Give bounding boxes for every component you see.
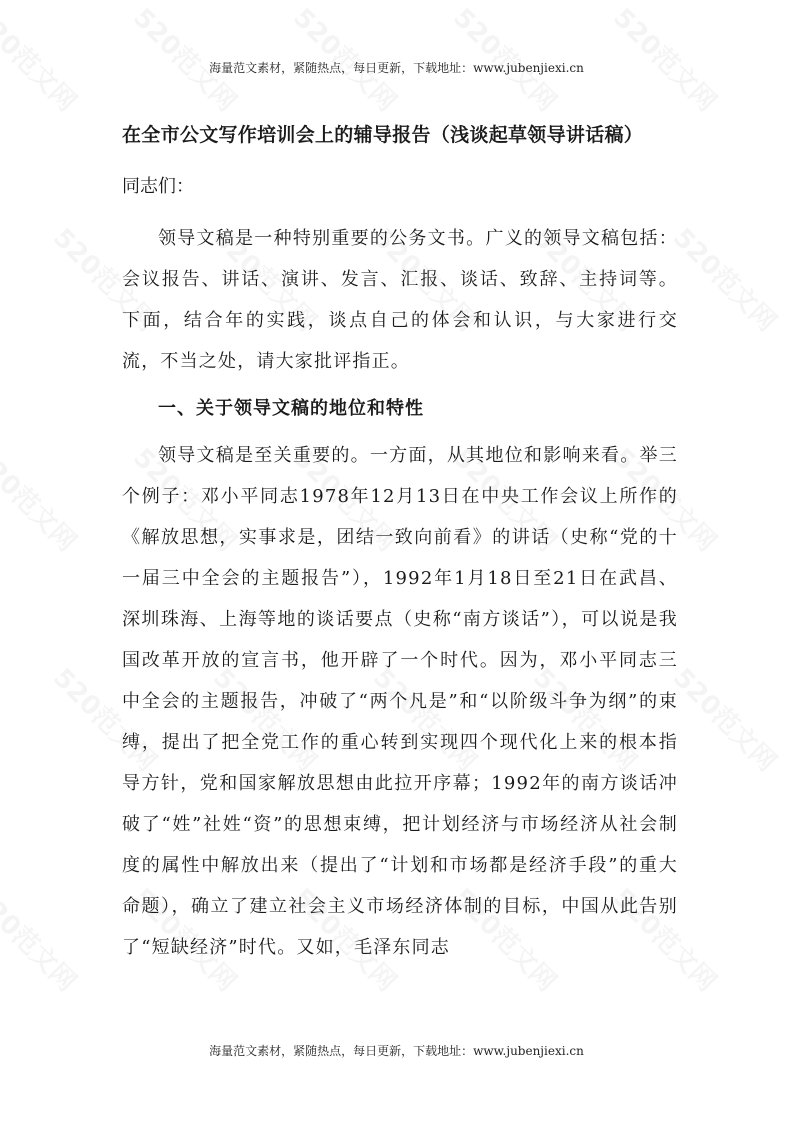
section-heading: 一、关于领导文稿的地位和特性 xyxy=(158,398,424,419)
document-title: 在全市公文写作培训会上的辅导报告（浅谈起草领导讲话稿） xyxy=(122,124,644,146)
watermark xyxy=(0,879,86,999)
watermark xyxy=(666,219,786,339)
watermark xyxy=(666,659,786,779)
page-footer: 海量范文素材，紧随热点，每日更新，下载地址：www.jubenjiexi.cn xyxy=(209,1044,584,1058)
section-paragraph: 领导文稿是至关重要的。一方面，从其地位和影响来看。举三个例子：邓小平同志1978年12月13日在中央工作会议上所作的《解放思想，实事求是，团结一致向前看》的讲话（史称“党的十一届三中全会的主题报告”），1992年1月18日至21日在武昌、深圳珠海、上海等地的谈话要点（史称“南方谈话”），可以说是我国改革开放的宣言书，他开辟了一个时代。因为，邓小平同志三中全会的主题报告，冲破了“两个凡是”和“以阶级斗争为纲”的束缚，提出了把全党工作的重心转到实现四个现代化上来的根本指导方针，党和国家解放思想由此拉开序幕；1992年的南方谈话冲破了“姓”社姓“资”的思想束缚，把计划经济与市场经济从社会制度的属性中解放出来（提出了“计划和市场都是经济手段”的重大命题），确立了建立社会主义市场经济体制的目标，中国从此告别了“短缺经济”时代。又如，毛泽东同志 xyxy=(122,445,678,958)
watermark xyxy=(0,439,86,559)
page-header: 海量范文素材，紧随热点，每日更新，下载地址：www.jubenjiexi.cn xyxy=(209,61,584,75)
intro-paragraph: 领导文稿是一种特别重要的公务文书。广义的领导文稿包括：会议报告、讲话、演讲、发言、汇报、谈话、致辞、主持词等。下面，结合年的实践，谈点自己的体会和认识，与大家进行交流，不当之处，请大家批评指正。 xyxy=(122,228,678,372)
salutation: 同志们： xyxy=(122,176,194,197)
document-body xyxy=(122,118,678,968)
